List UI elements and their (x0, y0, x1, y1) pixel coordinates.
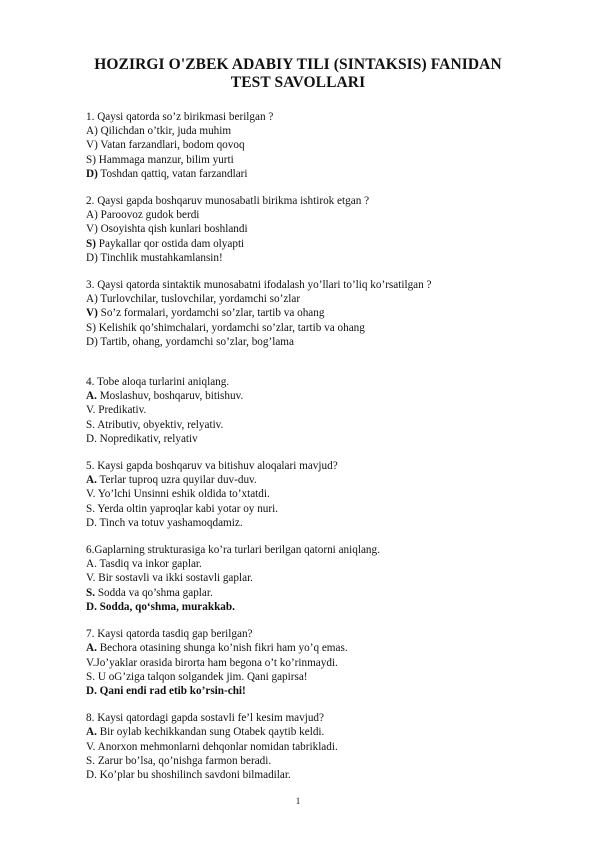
option-s (86, 586, 510, 600)
option-text: Terlar tuproq uzra quyilar duv-duv. (96, 474, 257, 487)
option-d (86, 167, 510, 181)
option-v: V. Yo’lchi Unsinni eshik oldida to’xtatdi. (86, 488, 270, 501)
answer-key: V) (86, 307, 98, 320)
option-d: D. Tinch va totuv yashamoqdamiz. (86, 516, 243, 529)
answer-key: S) (86, 237, 96, 250)
option-text: Paykallar qor ostida dam olyapti (95, 237, 245, 250)
option-v: V.Jo’yaklar orasida birorta ham begona o’t ko’rinmaydi. (86, 656, 338, 669)
question-text: 1. Qaysi qatorda so’z birikmasi berilgan ? (86, 111, 274, 123)
answer-key: A. (86, 726, 97, 739)
option-text: Toshdan qattiq, vatan farzandlari (97, 167, 248, 180)
option-text: Bechora otasining shunga ko’nish fikri ham yo’q emas. (96, 642, 348, 655)
question-8 (86, 711, 510, 782)
answer-key: D) (86, 167, 98, 180)
question-4 (86, 375, 510, 446)
option-a (86, 389, 510, 403)
option-d: D. Ko’plar bu shoshilinch savdoni bilmadilar. (86, 768, 291, 781)
question-text: 3. Qaysi qatorda sintaktik munosabatni ifodalash yo’llari to’liq ko’rsatilgan ? (86, 279, 432, 292)
option-v: V. Predikativ. (86, 404, 147, 417)
option-a: A) Paroovoz gudok berdi (86, 209, 200, 222)
option-text: Sodda va qo’shma gaplar. (95, 586, 213, 599)
option-s (86, 237, 510, 251)
question-text: 4. Tobe aloqa turlarini aniqlang. (86, 376, 230, 389)
option-text: So’z formalari, yordamchi so’zlar, tartib va ohang (97, 307, 325, 320)
option-v: V. Anorxon mehmonlarni dehqonlar nomidan tabrikladi. (86, 740, 338, 753)
question-3 (86, 278, 510, 349)
answer-key: A. (86, 474, 97, 487)
option-d: D. Sodda, qo‘shma, murakkab. (86, 600, 235, 613)
option-d: D. Qani endi rad etib ko’rsin-chi! (86, 684, 246, 697)
option-a (86, 725, 510, 739)
question-2 (86, 194, 510, 265)
question-text: 2. Qaysi gapda boshqaruv munosabatli birikma ishtirok etgan ? (86, 195, 370, 208)
option-a (86, 473, 510, 487)
option-d: D) Tinchlik mustahkamlansin! (86, 251, 223, 264)
question-text: 5. Kaysi gapda boshqaruv va bitishuv aloqalari mavjud? (86, 460, 338, 473)
option-v: V. Bir sostavli va ikki sostavli gaplar. (86, 572, 253, 585)
title-line-1: HOZIRGI O'ZBEK ADABIY TILI (SINTAKSIS) FANIDAN (94, 56, 502, 73)
question-6 (86, 543, 510, 614)
answer-key: A. (86, 390, 97, 403)
question-1 (86, 110, 510, 181)
answer-key: A. (86, 642, 97, 655)
option-s: S. U oG’ziga talqon solgandek jim. Qani gapirsa! (86, 670, 308, 683)
option-s: S) Kelishik qo’shimchalari, yordamchi so’zlar, tartib va ohang (86, 321, 365, 334)
question-5 (86, 459, 510, 530)
option-d: D. Nopredikativ, relyativ (86, 432, 198, 445)
option-a: A) Turlovchilar, tuslovchilar, yordamchi so’zlar (86, 293, 301, 306)
option-text: Moslashuv, boshqaruv, bitishuv. (96, 390, 244, 403)
page-number: 1 (295, 796, 301, 806)
option-a (86, 641, 510, 655)
question-7 (86, 627, 510, 698)
option-text: Bir oylab kechikkandan sung Otabek qaytib keldi. (96, 726, 325, 739)
question-text: 8. Kaysi qatordagi gapda sostavli fe’l kesim mavjud? (86, 712, 324, 725)
question-text: 6.Gaplarning strukturasiga ko’ra turlari berilgan qatorni aniqlang. (86, 544, 380, 557)
option-v: V) Osoyishta qish kunlari boshlandi (86, 223, 248, 236)
title-line-2: TEST SAVOLLARI (230, 74, 366, 91)
option-a: A. Tasdiq va inkor gaplar. (86, 558, 202, 571)
answer-key: S. (86, 586, 96, 599)
document-title (86, 56, 510, 92)
option-s: S. Zarur bo’lsa, qo’nishga farmon beradi. (86, 754, 272, 767)
option-v (86, 306, 510, 320)
option-d: D) Tartib, ohang, yordamchi so’zlar, bog’lama (86, 335, 294, 348)
option-s: S. Atributiv, obyektiv, relyativ. (86, 418, 224, 431)
option-a: A) Qilichdan o’tkir, juda muhim (86, 125, 232, 138)
option-s: S. Yerda oltin yaproqlar kabi yotar oy nuri. (86, 502, 279, 515)
option-v: V) Vatan farzandlari, bodom qovoq (86, 139, 245, 152)
question-text: 7. Kaysi qatorda tasdiq gap berilgan? (86, 628, 253, 641)
option-s: S) Hammaga manzur, bilim yurti (86, 153, 234, 166)
